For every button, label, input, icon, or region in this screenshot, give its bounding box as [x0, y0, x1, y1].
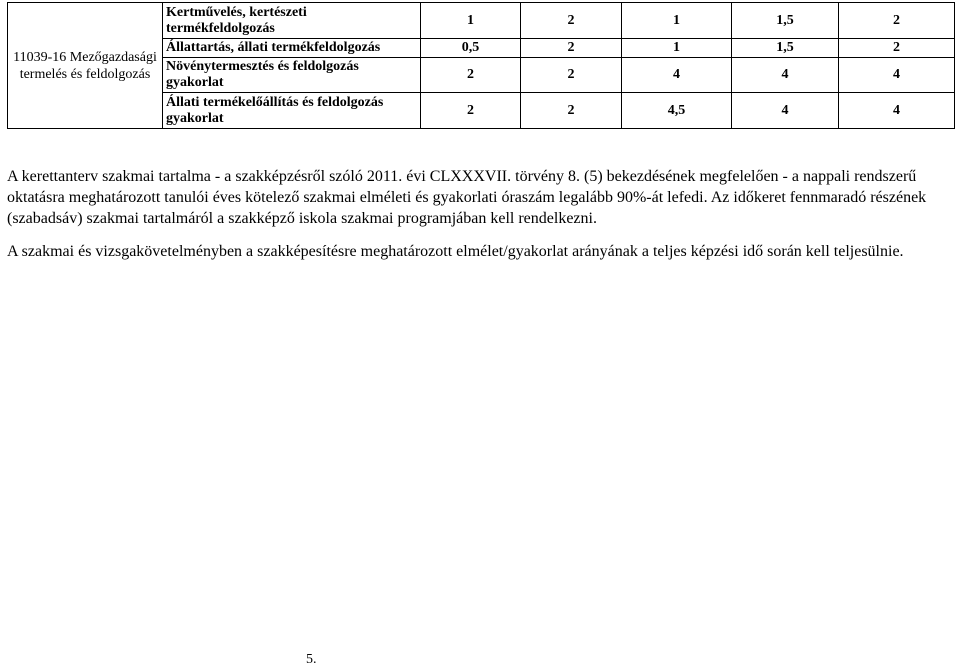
- value-cell: 2: [839, 3, 955, 39]
- subject-cell: Állati termékelőállítás és feldolgozás gyakorlat: [163, 93, 421, 129]
- subject-cell: Állattartás, állati termékfeldolgozás: [163, 39, 421, 58]
- value-cell: 2: [521, 93, 622, 129]
- value-cell: 1: [421, 3, 521, 39]
- value-cell: 2: [839, 39, 955, 58]
- value-cell: 2: [421, 93, 521, 129]
- value-cell: 1: [622, 3, 732, 39]
- value-cell: 4: [839, 58, 955, 93]
- subject-cell: Kertművelés, kertészeti termékfeldolgozás: [163, 3, 421, 39]
- curriculum-table: [7, 2, 955, 129]
- value-cell: 2: [421, 58, 521, 93]
- subject-cell: Növénytermesztés és feldolgozás gyakorlat: [163, 58, 421, 93]
- value-cell: 4: [732, 58, 839, 93]
- value-cell: 4,5: [622, 93, 732, 129]
- value-cell: 2: [521, 3, 622, 39]
- curriculum-note-paragraph: A kerettanterv szakmai tartalma - a szakképzésről szóló 2011. évi CLXXXVII. törvény 8. (5) bekezdésének megfelelően - a nappali rendszerű oktatásra meghatározott tanulói éves kötelező szakmai elméleti és gyakorlati óraszám legalább 90%-át lefedi. Az időkeret fennmaradó részének (szabadsáv) szakmai tartalmáról a szakképző iskola szakmai programjában kell rendelkezni.: [7, 168, 927, 227]
- ratio-note-paragraph: A szakmai és vizsgakövetelményben a szakképesítésre meghatározott elmélet/gyakorlat arányának a teljes képzési idő során kell teljesülnie.: [7, 243, 904, 260]
- value-cell: 1,5: [732, 39, 839, 58]
- value-cell: 4: [622, 58, 732, 93]
- table-row: [8, 3, 955, 39]
- page-number: 5.: [306, 652, 317, 667]
- value-cell: 1: [622, 39, 732, 58]
- value-cell: 2: [521, 58, 622, 93]
- value-cell: 4: [732, 93, 839, 129]
- value-cell: 4: [839, 93, 955, 129]
- module-cell: 11039-16 Mezőgazdasági termelés és feldolgozás: [8, 3, 163, 129]
- value-cell: 1,5: [732, 3, 839, 39]
- value-cell: 2: [521, 39, 622, 58]
- value-cell: 0,5: [421, 39, 521, 58]
